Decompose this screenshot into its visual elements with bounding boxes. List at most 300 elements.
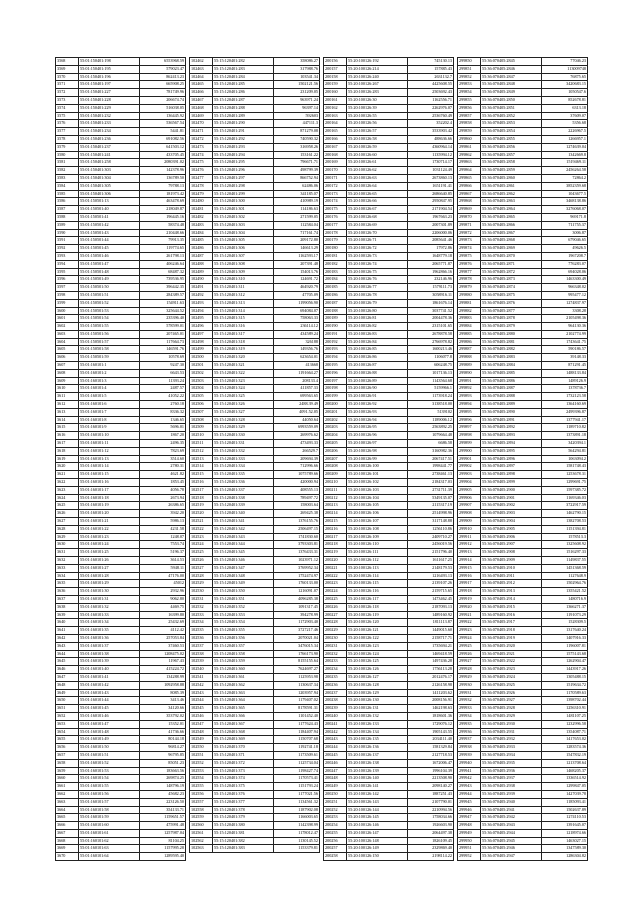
row-id-cell: 3639: [56, 611, 79, 619]
cadastral-number-cell: 55:15:120401:346: [213, 557, 274, 565]
row-id-cell: 102541: [190, 673, 213, 681]
row-id-cell: 200243: [324, 736, 347, 744]
row-id-cell: 200236: [324, 681, 347, 689]
area-value-cell: 2731711.39: [408, 486, 454, 494]
cadastral-number-cell: 55:36:070405:2946: [481, 845, 542, 853]
area-value-cell: 1157995.28: [140, 845, 186, 853]
cadastral-number-cell: 55:01:160101:54: [79, 775, 140, 783]
area-value-cell: 1216091.07: [274, 588, 320, 596]
row-id-cell: 299896: [458, 416, 481, 424]
row-id-cell: 102539: [190, 658, 213, 666]
row-id-cell: 3630: [56, 541, 79, 549]
cadastral-number-cell: 55:20:100126:117: [347, 595, 408, 603]
cadastral-number-cell: 55:15:120401:304: [213, 229, 274, 237]
cadastral-number-cell: 55:01:160101:53: [79, 767, 140, 775]
area-value-cell: 3117148.88: [408, 518, 454, 526]
row-id-cell: 102544: [190, 697, 213, 705]
table-row: [324, 666, 454, 674]
cadastral-number-cell: 55:15:120401:331: [213, 440, 274, 448]
area-value-cell: 665908.25: [140, 81, 186, 89]
area-value-cell: 1407916.33: [542, 634, 588, 642]
cadastral-number-cell: 55:15:120401:298: [213, 182, 274, 190]
table-row: [190, 81, 320, 89]
area-value-cell: 1079664.48: [408, 432, 454, 440]
cadastral-number-cell: 55:15:120401:282: [213, 58, 274, 66]
cadastral-number-cell: 55:36:070405:2934: [481, 751, 542, 759]
cadastral-number-cell: 55:01:160101:62: [79, 837, 140, 845]
area-value-cell: 2126158.98: [408, 681, 454, 689]
cadastral-number-cell: 55:15:120401:378: [213, 806, 274, 814]
area-value-cell: 1153379.81: [274, 845, 320, 853]
table-row: [458, 81, 588, 89]
row-id-cell: 299870: [458, 213, 481, 221]
cadastral-number-cell: 55:01:150501:51: [79, 291, 140, 299]
area-value-cell: 1547832.19: [542, 751, 588, 759]
table-row: [56, 159, 186, 167]
area-value-cell: 158003.64: [274, 502, 320, 510]
row-id-cell: 3654: [56, 728, 79, 736]
area-value-cell: 4112.42: [140, 627, 186, 635]
area-value-cell: 5986.13: [140, 518, 186, 526]
area-value-cell: 3769952.34: [274, 564, 320, 572]
table-row: [56, 502, 186, 510]
row-id-cell: 200217: [324, 533, 347, 541]
area-value-cell: 2780.31: [140, 463, 186, 471]
cadastral-number-cell: 55:01:150501:46: [79, 252, 140, 260]
cadastral-number-cell: 55:36:070405:2867: [481, 229, 542, 237]
cadastral-number-cell: 55:36:070405:2924: [481, 673, 542, 681]
area-value-cell: 1150707.68: [274, 736, 320, 744]
area-value-cell: 1758034.66: [408, 814, 454, 822]
table-row: [56, 533, 186, 541]
row-id-cell: 3622: [56, 479, 79, 487]
area-value-cell: 789497.72: [274, 494, 320, 502]
row-id-cell: 299925: [458, 642, 481, 650]
table-row: [56, 120, 186, 128]
cadastral-number-cell: 55:01:160101:19: [79, 502, 140, 510]
row-id-cell: 102563: [190, 845, 213, 853]
row-id-cell: 299852: [458, 73, 481, 81]
cadastral-number-cell: 55:01:150401:304: [79, 174, 140, 182]
cadastral-number-cell: 55:01:160101:60: [79, 822, 140, 830]
table-row: [324, 268, 454, 276]
cadastral-number-cell: 55:36:070405:2846: [481, 65, 542, 73]
area-value-cell: 691082.56: [140, 135, 186, 143]
area-value-cell: 7553.74: [140, 541, 186, 549]
area-value-cell: 1106077.8: [408, 354, 454, 362]
area-value-cell: 47705.09: [274, 291, 320, 299]
cadastral-number-cell: 55:15:120401:360: [213, 666, 274, 674]
cadastral-number-cell: 55:01:160101:7: [79, 408, 140, 416]
table-row: [190, 120, 320, 128]
cadastral-number-cell: 55:01:150401:241: [79, 151, 140, 159]
cadastral-number-cell: 55:15:120401:306: [213, 245, 274, 253]
area-value-cell: 136789.50: [140, 174, 186, 182]
table-row: [190, 237, 320, 245]
table-row: [56, 401, 186, 409]
area-value-cell: 358086.27: [274, 58, 320, 66]
table-row: [458, 673, 588, 681]
row-id-cell: 3667: [56, 829, 79, 837]
cadastral-number-cell: 55:01:160101:64: [79, 853, 140, 861]
cadastral-number-cell: 55:36:070405:2922: [481, 658, 542, 666]
row-id-cell: 299927: [458, 658, 481, 666]
area-value-cell: 2080391.02: [140, 159, 186, 167]
row-id-cell: 3636: [56, 588, 79, 596]
area-value-cell: 3160982.36: [408, 447, 454, 455]
row-id-cell: 200226: [324, 603, 347, 611]
area-value-cell: 6643.53: [140, 369, 186, 377]
table-row: [56, 198, 186, 206]
table-row: [190, 128, 320, 136]
table-row: [190, 564, 320, 572]
cadastral-number-cell: 55:36:070405:2874: [481, 284, 542, 292]
cadastral-number-cell: 55:01:160101:11: [79, 440, 140, 448]
row-id-cell: 3571: [56, 81, 79, 89]
row-id-cell: 3608: [56, 369, 79, 377]
area-value-cell: 2102774.99: [542, 330, 588, 338]
area-value-cell: 796671.71: [274, 159, 320, 167]
cadastral-number-cell: 55:20:100126:79: [347, 299, 408, 307]
cadastral-number-cell: 55:36:070405:2910: [481, 564, 542, 572]
area-value-cell: 352202.4: [408, 120, 454, 128]
cadastral-number-cell: 55:15:120401:350: [213, 588, 274, 596]
row-id-cell: 200230: [324, 634, 347, 642]
cadastral-number-cell: 55:20:100126:74: [347, 260, 408, 268]
parcel-table-column-3: [323, 57, 454, 861]
row-id-cell: 299903: [458, 471, 481, 479]
cadastral-number-cell: 55:01:150401:197: [79, 81, 140, 89]
table-row: [190, 681, 320, 689]
row-id-cell: 200172: [324, 182, 347, 190]
cadastral-number-cell: 55:15:120401:328: [213, 416, 274, 424]
row-id-cell: 299908: [458, 510, 481, 518]
row-id-cell: 299918: [458, 588, 481, 596]
row-id-cell: 3666: [56, 822, 79, 830]
table-row: [458, 744, 588, 752]
table-row: [324, 463, 454, 471]
area-value-cell: 413668: [274, 362, 320, 370]
area-value-cell: 1216493.13: [408, 572, 454, 580]
row-id-cell: 299938: [458, 744, 481, 752]
row-id-cell: 102500: [190, 354, 213, 362]
area-value-cell: 79913.35: [140, 237, 186, 245]
row-id-cell: 299920: [458, 603, 481, 611]
row-id-cell: 3568: [56, 58, 79, 66]
row-id-cell: 200164: [324, 120, 347, 128]
area-value-cell: 3468138.86: [542, 198, 588, 206]
row-id-cell: 200252: [324, 806, 347, 814]
table-row: [190, 494, 320, 502]
cadastral-number-cell: 55:36:070405:2869: [481, 245, 542, 253]
area-value-cell: 2678878.58: [408, 330, 454, 338]
row-id-cell: 3620: [56, 463, 79, 471]
table-row: [190, 845, 320, 853]
table-row: [56, 580, 186, 588]
row-id-cell: 299866: [458, 182, 481, 190]
cadastral-number-cell: 55:01:160101:39: [79, 658, 140, 666]
table-row: [458, 658, 588, 666]
cadastral-number-cell: 55:01:150501:54: [79, 315, 140, 323]
cadastral-number-cell: 55:15:120401:293: [213, 143, 274, 151]
cadastral-number-cell: 55:20:100126:122: [347, 634, 408, 642]
cadastral-number-cell: 55:01:160101:22: [79, 525, 140, 533]
cadastral-number-cell: 55:01:150401:237: [79, 143, 140, 151]
area-value-cell: 1134561.32: [274, 798, 320, 806]
table-row: [324, 245, 454, 253]
row-id-cell: 3625: [56, 502, 79, 510]
cadastral-number-cell: 55:15:120401:291: [213, 128, 274, 136]
row-id-cell: 3648: [56, 681, 79, 689]
cadastral-number-cell: 55:15:120401:376: [213, 790, 274, 798]
area-value-cell: 271599.05: [274, 213, 320, 221]
area-value-cell: 1149837.55: [542, 557, 588, 565]
row-id-cell: 299893: [458, 393, 481, 401]
cadastral-number-cell: 55:20:100126:143: [347, 798, 408, 806]
row-id-cell: 299857: [458, 112, 481, 120]
row-id-cell: 200188: [324, 307, 347, 315]
row-id-cell: 200242: [324, 728, 347, 736]
area-value-cell: 1743641.75: [542, 338, 588, 346]
area-value-cell: 3533903.42: [408, 128, 454, 136]
cadastral-number-cell: 55:01:160101:55: [79, 783, 140, 791]
cadastral-number-cell: 55:15:120401:296: [213, 167, 274, 175]
table-row: [56, 206, 186, 214]
area-value-cell: 1101452.40: [274, 712, 320, 720]
row-id-cell: 3602: [56, 323, 79, 331]
area-value-cell: 1962866.16: [408, 268, 454, 276]
row-id-cell: 102510: [190, 432, 213, 440]
row-id-cell: 102519: [190, 502, 213, 510]
row-id-cell: 299891: [458, 377, 481, 385]
table-row: [324, 81, 454, 89]
row-id-cell: 299865: [458, 174, 481, 182]
row-id-cell: 200158: [324, 73, 347, 81]
cadastral-number-cell: 55:15:120401:367: [213, 720, 274, 728]
area-value-cell: 1528309.5: [542, 619, 588, 627]
table-row: [190, 369, 320, 377]
area-value-cell: 1519634.72: [542, 681, 588, 689]
area-value-cell: 134288.99: [140, 673, 186, 681]
table-row: [56, 666, 186, 674]
area-value-cell: 2686640.85: [408, 190, 454, 198]
cadastral-number-cell: 55:36:070405:2876: [481, 299, 542, 307]
cadastral-number-cell: 55:36:070405:2862: [481, 190, 542, 198]
area-value-cell: 699563.65: [274, 393, 320, 401]
cadastral-number-cell: 55:15:120401:362: [213, 681, 274, 689]
row-id-cell: 200157: [324, 65, 347, 73]
area-value-cell: 1887251.43: [408, 790, 454, 798]
area-value-cell: 740590.32: [274, 135, 320, 143]
row-id-cell: 200171: [324, 174, 347, 182]
area-value-cell: 8085.39: [140, 689, 186, 697]
table-row: [56, 494, 186, 502]
table-row: [56, 775, 186, 783]
area-value-cell: 463478.69: [140, 198, 186, 206]
cadastral-number-cell: 55:36:070405:2872: [481, 268, 542, 276]
area-value-cell: 2034111.40: [408, 736, 454, 744]
row-id-cell: 299886: [458, 338, 481, 346]
area-value-cell: 3942.20: [140, 510, 186, 518]
area-value-cell: 11967.43: [140, 658, 186, 666]
table-row: [324, 104, 454, 112]
area-value-cell: 11393.24: [140, 377, 186, 385]
table-row: [458, 486, 588, 494]
cadastral-number-cell: 55:01:160101:61: [79, 829, 140, 837]
area-value-cell: 1075789.66: [274, 471, 320, 479]
table-row: [458, 455, 588, 463]
row-id-cell: 102494: [190, 307, 213, 315]
cadastral-number-cell: 55:20:100126:109: [347, 533, 408, 541]
row-id-cell: 102464: [190, 73, 213, 81]
row-id-cell: 299878: [458, 276, 481, 284]
table-row: [190, 377, 320, 385]
row-id-cell: 3619: [56, 455, 79, 463]
area-value-cell: 1192741.18: [274, 744, 320, 752]
cadastral-number-cell: 55:20:100126:126: [347, 666, 408, 674]
cadastral-number-cell: 55:01:150501:50: [79, 284, 140, 292]
table-row: [458, 736, 588, 744]
cadastral-number-cell: 55:15:120401:310: [213, 276, 274, 284]
row-id-cell: 3659: [56, 767, 79, 775]
row-id-cell: 102502: [190, 369, 213, 377]
cadastral-number-cell: 55:36:070405:2883: [481, 354, 542, 362]
area-value-cell: 2932.96: [140, 588, 186, 596]
area-value-cell: 2151796.40: [408, 549, 454, 557]
row-id-cell: 102479: [190, 190, 213, 198]
cadastral-number-cell: 55:36:070405:2856: [481, 143, 542, 151]
cadastral-number-cell: 55:15:120401:352: [213, 603, 274, 611]
area-value-cell: 1735694.21: [408, 642, 454, 650]
table-row: [190, 744, 320, 752]
table-row: [324, 822, 454, 830]
row-id-cell: 299909: [458, 518, 481, 526]
row-id-cell: 3642: [56, 634, 79, 642]
area-value-cell: 694084.07: [274, 307, 320, 315]
row-id-cell: 200237: [324, 689, 347, 697]
cadastral-number-cell: 55:01:160101:43: [79, 689, 140, 697]
area-value-cell: 1752474.97: [274, 572, 320, 580]
area-value-cell: 1173509.61: [274, 751, 320, 759]
row-id-cell: 102484: [190, 229, 213, 237]
table-row: [56, 845, 186, 853]
table-row: [458, 299, 588, 307]
row-id-cell: 200205: [324, 440, 347, 448]
parcel-table-column-2: [189, 57, 320, 853]
row-id-cell: 102477: [190, 174, 213, 182]
table-row: [56, 822, 186, 830]
row-id-cell: 299897: [458, 424, 481, 432]
row-id-cell: 200249: [324, 783, 347, 791]
cadastral-number-cell: 55:20:100126:134: [347, 728, 408, 736]
row-id-cell: 200194: [324, 354, 347, 362]
area-value-cell: 223126.50: [140, 798, 186, 806]
table-row: [458, 837, 588, 845]
row-id-cell: 200160: [324, 89, 347, 97]
row-id-cell: 200216: [324, 525, 347, 533]
table-row: [56, 393, 186, 401]
row-id-cell: 299932: [458, 697, 481, 705]
cadastral-number-cell: 55:01:160101:18: [79, 494, 140, 502]
cadastral-number-cell: 55:15:120401:373: [213, 767, 274, 775]
cadastral-number-cell: 55:20:100126:84: [347, 338, 408, 346]
table-row: [324, 416, 454, 424]
area-value-cell: 16399.80: [140, 611, 186, 619]
table-row: [458, 564, 588, 572]
cadastral-number-cell: 55:36:070405:2903: [481, 510, 542, 518]
area-value-cell: 3727217.46: [274, 627, 320, 635]
table-row: [324, 533, 454, 541]
table-row: [324, 120, 454, 128]
table-row: [190, 385, 320, 393]
row-id-cell: 102499: [190, 346, 213, 354]
row-id-cell: 200161: [324, 96, 347, 104]
table-row: [56, 143, 186, 151]
cadastral-number-cell: 55:20:100126:75: [347, 268, 408, 276]
table-row: [56, 549, 186, 557]
row-id-cell: 102476: [190, 167, 213, 175]
cadastral-number-cell: 55:15:120401:323: [213, 377, 274, 385]
cadastral-number-cell: 55:36:070405:2932: [481, 736, 542, 744]
table-row: [324, 174, 454, 182]
table-row: [190, 135, 320, 143]
row-id-cell: 200180: [324, 245, 347, 253]
table-row: [324, 377, 454, 385]
table-row: [458, 619, 588, 627]
area-value-cell: 1575143.68: [542, 650, 588, 658]
table-row: [56, 518, 186, 526]
area-value-cell: 4091.52.05: [274, 408, 320, 416]
table-row: [324, 564, 454, 572]
table-row: [458, 463, 588, 471]
table-row: [190, 541, 320, 549]
cadastral-number-cell: 55:15:120401:288: [213, 104, 274, 112]
row-id-cell: 299875: [458, 252, 481, 260]
row-id-cell: 200159: [324, 81, 347, 89]
table-row: [190, 58, 320, 66]
cadastral-number-cell: 55:20:100126:60: [347, 151, 408, 159]
cadastral-number-cell: 55:01:160101:30: [79, 588, 140, 596]
table-row: [56, 627, 186, 635]
area-value-cell: 739536.95: [140, 276, 186, 284]
table-row: [190, 533, 320, 541]
cadastral-number-cell: 55:01:160101:13: [79, 455, 140, 463]
table-row: [190, 315, 320, 323]
table-row: [190, 595, 320, 603]
area-value-cell: 1162556.71: [408, 96, 454, 104]
table-row: [56, 650, 186, 658]
table-row: [56, 798, 186, 806]
row-id-cell: 200248: [324, 775, 347, 783]
area-value-cell: 2950847.95: [408, 198, 454, 206]
area-value-cell: 8178591.31: [274, 705, 320, 713]
table-row: [324, 557, 454, 565]
table-row: [190, 159, 320, 167]
area-value-cell: 1411203.62: [408, 689, 454, 697]
row-id-cell: 200185: [324, 284, 347, 292]
cadastral-number-cell: 55:15:120401:351: [213, 595, 274, 603]
area-value-cell: 1170589.63: [542, 689, 588, 697]
table-row: [458, 705, 588, 713]
table-row: [56, 681, 186, 689]
area-value-cell: 1299847.05: [542, 783, 588, 791]
table-row: [190, 650, 320, 658]
cadastral-number-cell: 55:15:120401:365: [213, 705, 274, 713]
table-row: [324, 128, 454, 136]
row-id-cell: 102492: [190, 291, 213, 299]
area-value-cell: 9247.30: [140, 362, 186, 370]
table-row: [458, 268, 588, 276]
